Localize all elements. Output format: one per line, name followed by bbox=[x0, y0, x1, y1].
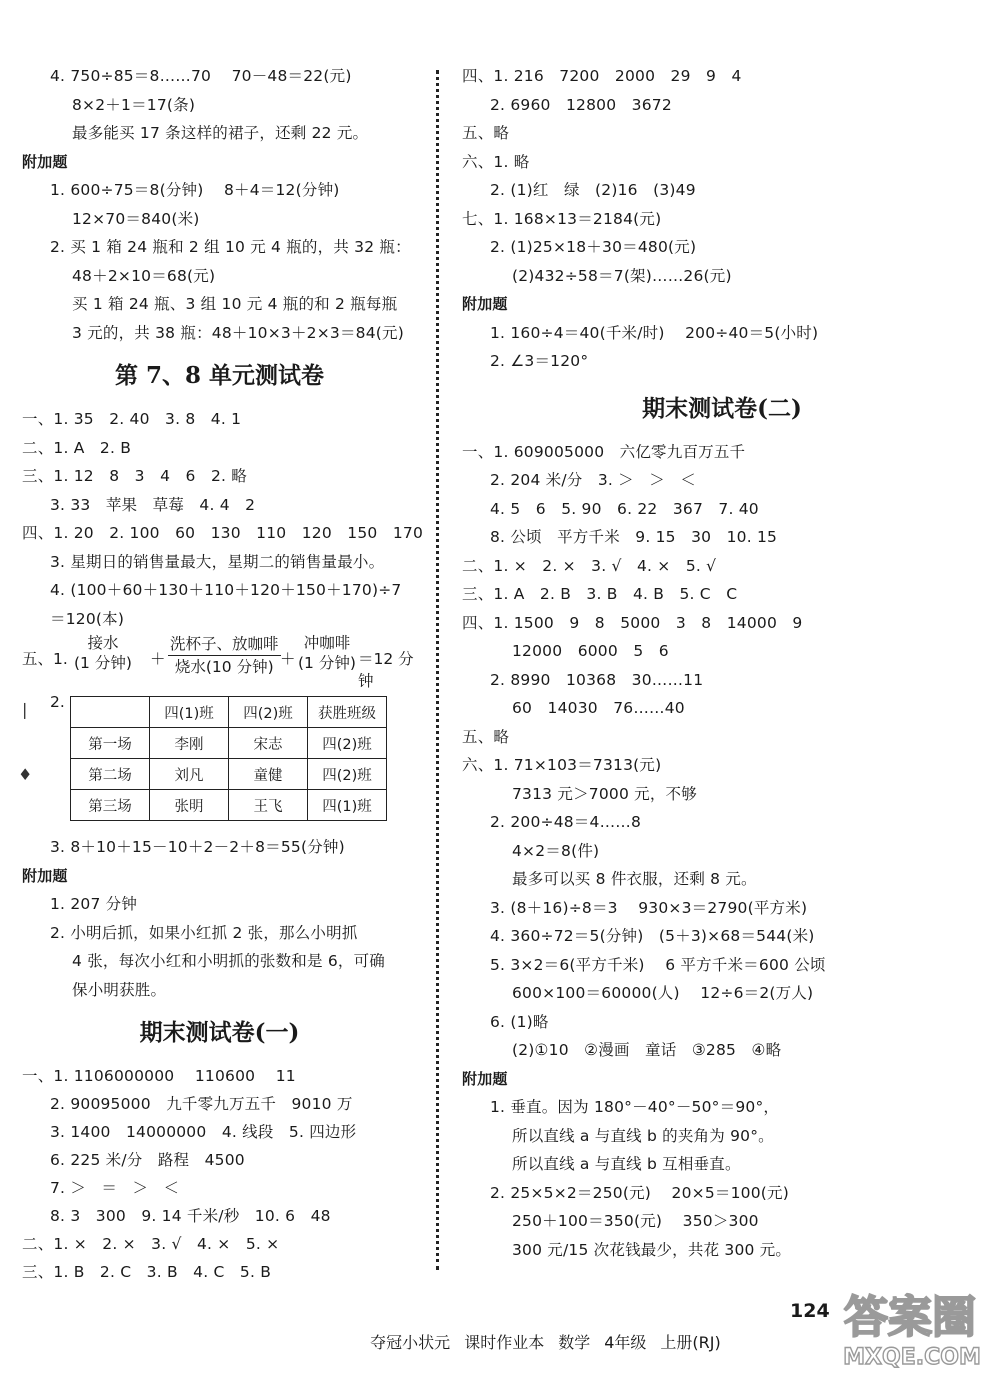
answer-line: 4×2＝8(件) bbox=[512, 841, 600, 860]
answer-line: 250＋100＝350(元) 350＞300 bbox=[512, 1212, 759, 1230]
answer-line: 4. 750÷85＝8……70 70－48＝22(元) bbox=[50, 67, 352, 85]
answer-line: 保小明获胜。 bbox=[72, 980, 167, 999]
answer-line: 48＋2×10＝68(元) bbox=[72, 266, 216, 285]
plus-sign: ＋ bbox=[150, 650, 166, 668]
section-heading: 附加题 bbox=[462, 295, 508, 313]
answer-line: 1. 垂直。因为 180°－40°－50°＝90°， bbox=[490, 1098, 780, 1116]
answer-line: 2. (1)红 绿 (2)16 (3)49 bbox=[490, 181, 696, 199]
watermark-text: 答案圈 bbox=[844, 1292, 976, 1343]
answer-line: 五、略 bbox=[462, 124, 510, 142]
answer-line: 二、1. × 2. × 3. √ 4. × 5. √ bbox=[462, 556, 717, 575]
table-row bbox=[71, 728, 387, 759]
answer-line: 4. 5 6 5. 90 6. 22 367 7. 40 bbox=[490, 499, 759, 518]
answer-line: 2. 204 米/分 3. ＞ ＞ ＜ bbox=[490, 471, 697, 489]
table-cell: 四(1)班 bbox=[150, 697, 229, 728]
answer-line: 2. 8990 10368 30……11 bbox=[490, 670, 704, 689]
section-title: 第 7、8 单元测试卷 bbox=[114, 362, 325, 389]
table-cell: 童健 bbox=[229, 759, 308, 790]
table-cell: 王飞 bbox=[229, 790, 308, 821]
answer-line: 2. ∠3＝120° bbox=[490, 352, 589, 370]
table-cell: 四(2)班 bbox=[229, 697, 308, 728]
answer-line: 8×2＋1＝17(条) bbox=[72, 95, 196, 114]
answer-line: 12000 6000 5 6 bbox=[512, 642, 669, 660]
answer-line: 2. 买 1 箱 24 瓶和 2 组 10 元 4 瓶的，共 32 瓶： bbox=[50, 238, 411, 256]
answer-line: 4. 360÷72＝5(分钟) (5＋3)×68＝544(米) bbox=[490, 927, 815, 945]
answer-line: 1. 207 分钟 bbox=[50, 895, 138, 913]
answer-line: ＝120(本) bbox=[50, 609, 125, 628]
answer-line: 4. (100＋60＋130＋110＋120＋150＋170)÷7 bbox=[50, 581, 402, 599]
table-cell: 李刚 bbox=[150, 728, 229, 759]
column-divider bbox=[436, 70, 439, 1270]
answer-line: 3. (8＋16)÷8＝3 930×3＝2790(平方米) bbox=[490, 898, 808, 917]
step-parallel-tasks: 洗杯子、放咖啡 烧水(10 分钟) bbox=[170, 635, 279, 676]
table-cell: 第三场 bbox=[71, 790, 150, 821]
answer-line: 七、1. 168×13＝2184(元) bbox=[462, 209, 662, 228]
answer-line: 买 1 箱 24 瓶、3 组 10 元 4 瓶的和 2 瓶每瓶 bbox=[72, 295, 398, 313]
binding-mark: ♦ bbox=[18, 765, 33, 784]
table-cell bbox=[71, 697, 150, 728]
section-title: 期末测试卷(二) bbox=[642, 394, 802, 422]
book-name: 课时作业本 bbox=[464, 1333, 545, 1352]
answer-line: 2. 90095000 九千零九万五千 9010 万 bbox=[50, 1095, 353, 1113]
left-column bbox=[22, 62, 424, 1286]
answer-line: 四、1. 216 7200 2000 29 9 4 bbox=[462, 67, 742, 85]
section-heading: 附加题 bbox=[22, 866, 68, 885]
table-row bbox=[71, 790, 387, 821]
answer-line: 4 张，每次小红和小明抓的张数和是 6，可确 bbox=[72, 952, 385, 970]
table-cell: 获胜班级 bbox=[308, 697, 387, 728]
answer-line: 300 元/15 次花钱最少，共花 300 元。 bbox=[512, 1240, 792, 1259]
answer-line: 2. 小明后抓，如果小红抓 2 张，那么小明抓 bbox=[50, 923, 358, 942]
answer-line: 3. 33 苹果 草莓 4. 4 2 bbox=[50, 495, 256, 514]
grade: 4年级 bbox=[604, 1333, 647, 1352]
answer-line: 5. 3×2＝6(平方千米) 6 平方千米＝600 公顷 bbox=[490, 955, 826, 974]
volume: 上册(RJ) bbox=[660, 1333, 721, 1352]
answer-line: 六、1. 71×103＝7313(元) bbox=[462, 756, 662, 774]
answer-line: 一、1. 35 2. 40 3. 8 4. 1 bbox=[22, 410, 242, 428]
answer-line: 最多能买 17 条这样的裙子，还剩 22 元。 bbox=[72, 124, 369, 142]
total-time: ＝12 分钟 bbox=[358, 650, 414, 690]
binding-mark: ❘ bbox=[18, 700, 32, 719]
answer-line: 四、1. 20 2. 100 60 130 110 120 150 170 bbox=[22, 524, 424, 542]
coffee-process-row bbox=[22, 633, 417, 693]
answer-line: 2. (1)25×18＋30＝480(元) bbox=[490, 238, 697, 256]
answer-line: 8. 公顷 平方千米 9. 15 30 10. 15 bbox=[490, 528, 778, 546]
answer-line: 二、1. A 2. B bbox=[22, 438, 132, 457]
table-row bbox=[71, 697, 387, 728]
page-footer bbox=[360, 1298, 735, 1352]
table-cell: 四(1)班 bbox=[308, 790, 387, 821]
answer-line: 1. 160÷4＝40(千米/时) 200÷40＝5(小时) bbox=[490, 323, 819, 342]
match-table bbox=[70, 696, 387, 821]
answer-line: 1. 600÷75＝8(分钟) 8＋4＝12(分钟) bbox=[50, 181, 340, 199]
table-cell: 第一场 bbox=[71, 728, 150, 759]
answer-line: 三、1. B 2. C 3. B 4. C 5. B bbox=[22, 1263, 272, 1281]
section-heading: 附加题 bbox=[462, 1069, 508, 1088]
answer-line: 所以直线 a 与直线 b 互相垂直。 bbox=[512, 1155, 741, 1173]
answer-line: 六、1. 略 bbox=[462, 152, 530, 171]
table-row bbox=[71, 759, 387, 790]
answer-line: 600×100＝60000(人) 12÷6＝2(万人) bbox=[512, 984, 814, 1002]
answer-line: 7313 元＞7000 元，不够 bbox=[512, 784, 697, 803]
question-number: 2. bbox=[50, 693, 65, 711]
answer-line: 所以直线 a 与直线 b 的夹角为 90°。 bbox=[512, 1126, 774, 1145]
answer-line: 三、1. 12 8 3 4 6 2. 略 bbox=[22, 467, 248, 485]
answer-line: 五、略 bbox=[462, 727, 510, 746]
table-cell: 刘凡 bbox=[150, 759, 229, 790]
page-number: 124 bbox=[790, 1300, 830, 1322]
answer-line: 7. ＞ ＝ ＞ ＜ bbox=[50, 1179, 180, 1197]
plus-sign: ＋ bbox=[280, 650, 296, 668]
match-table-block bbox=[22, 693, 417, 833]
step-brew-coffee: 冲咖啡 (1 分钟) bbox=[298, 634, 356, 672]
table-cell: 宋志 bbox=[229, 728, 308, 759]
answer-line: 3 元的，共 38 瓶：48＋10×3＋2×3＝84(元) bbox=[72, 323, 404, 342]
answer-line: 三、1. A 2. B 3. B 4. B 5. C C bbox=[462, 585, 738, 603]
answer-line: (2)①10 ②漫画 童话 ③285 ④略 bbox=[512, 1041, 782, 1059]
answer-line: 60 14030 76……40 bbox=[512, 699, 685, 717]
answer-line: 一、1. 1106000000 110600 11 bbox=[22, 1067, 296, 1085]
right-column bbox=[462, 62, 982, 1264]
answer-line: 8. 3 300 9. 14 千米/秒 10. 6 48 bbox=[50, 1207, 331, 1225]
answer-line: 6. (1)略 bbox=[490, 1012, 549, 1031]
step-fetch-water: 接水 (1 分钟) bbox=[74, 634, 132, 672]
answer-line: 一、1. 609005000 六亿零九百万五千 bbox=[462, 442, 746, 461]
answer-line: 二、1. × 2. × 3. √ 4. × 5. × bbox=[22, 1235, 280, 1253]
brand-name: 夺冠小状元 bbox=[370, 1333, 451, 1352]
answer-line: 3. 8＋10＋15－10＋2－2＋8＝55(分钟) bbox=[50, 838, 345, 856]
watermark-logo bbox=[830, 1280, 995, 1372]
answer-line: 2. 25×5×2＝250(元) 20×5＝100(元) bbox=[490, 1183, 789, 1202]
answer-line: 6. 225 米/分 路程 4500 bbox=[50, 1151, 245, 1169]
table-cell: 四(2)班 bbox=[308, 728, 387, 759]
answer-line: (2)432÷58＝7(架)……26(元) bbox=[512, 266, 732, 285]
section-heading: 附加题 bbox=[22, 152, 68, 171]
table-cell: 四(2)班 bbox=[308, 759, 387, 790]
watermark-url: MXQE.COM bbox=[843, 1345, 981, 1370]
answer-line: 12×70＝840(米) bbox=[72, 209, 200, 228]
answer-line: 2. 6960 12800 3672 bbox=[490, 95, 672, 114]
section-title: 期末测试卷(一) bbox=[139, 1019, 300, 1046]
table-cell: 第二场 bbox=[71, 759, 150, 790]
question-number: 五、1. bbox=[22, 650, 68, 668]
table-cell: 张明 bbox=[150, 790, 229, 821]
answer-line: 2. 200÷48＝4……8 bbox=[490, 813, 642, 831]
answer-line: 最多可以买 8 件衣服，还剩 8 元。 bbox=[512, 870, 757, 888]
answer-line: 四、1. 1500 9 8 5000 3 8 14000 9 bbox=[462, 613, 803, 632]
subject: 数学 bbox=[558, 1333, 591, 1352]
answer-line: 3. 星期日的销售量最大，星期二的销售量最小。 bbox=[50, 552, 385, 571]
answer-line: 3. 1400 14000000 4. 线段 5. 四边形 bbox=[50, 1123, 357, 1141]
